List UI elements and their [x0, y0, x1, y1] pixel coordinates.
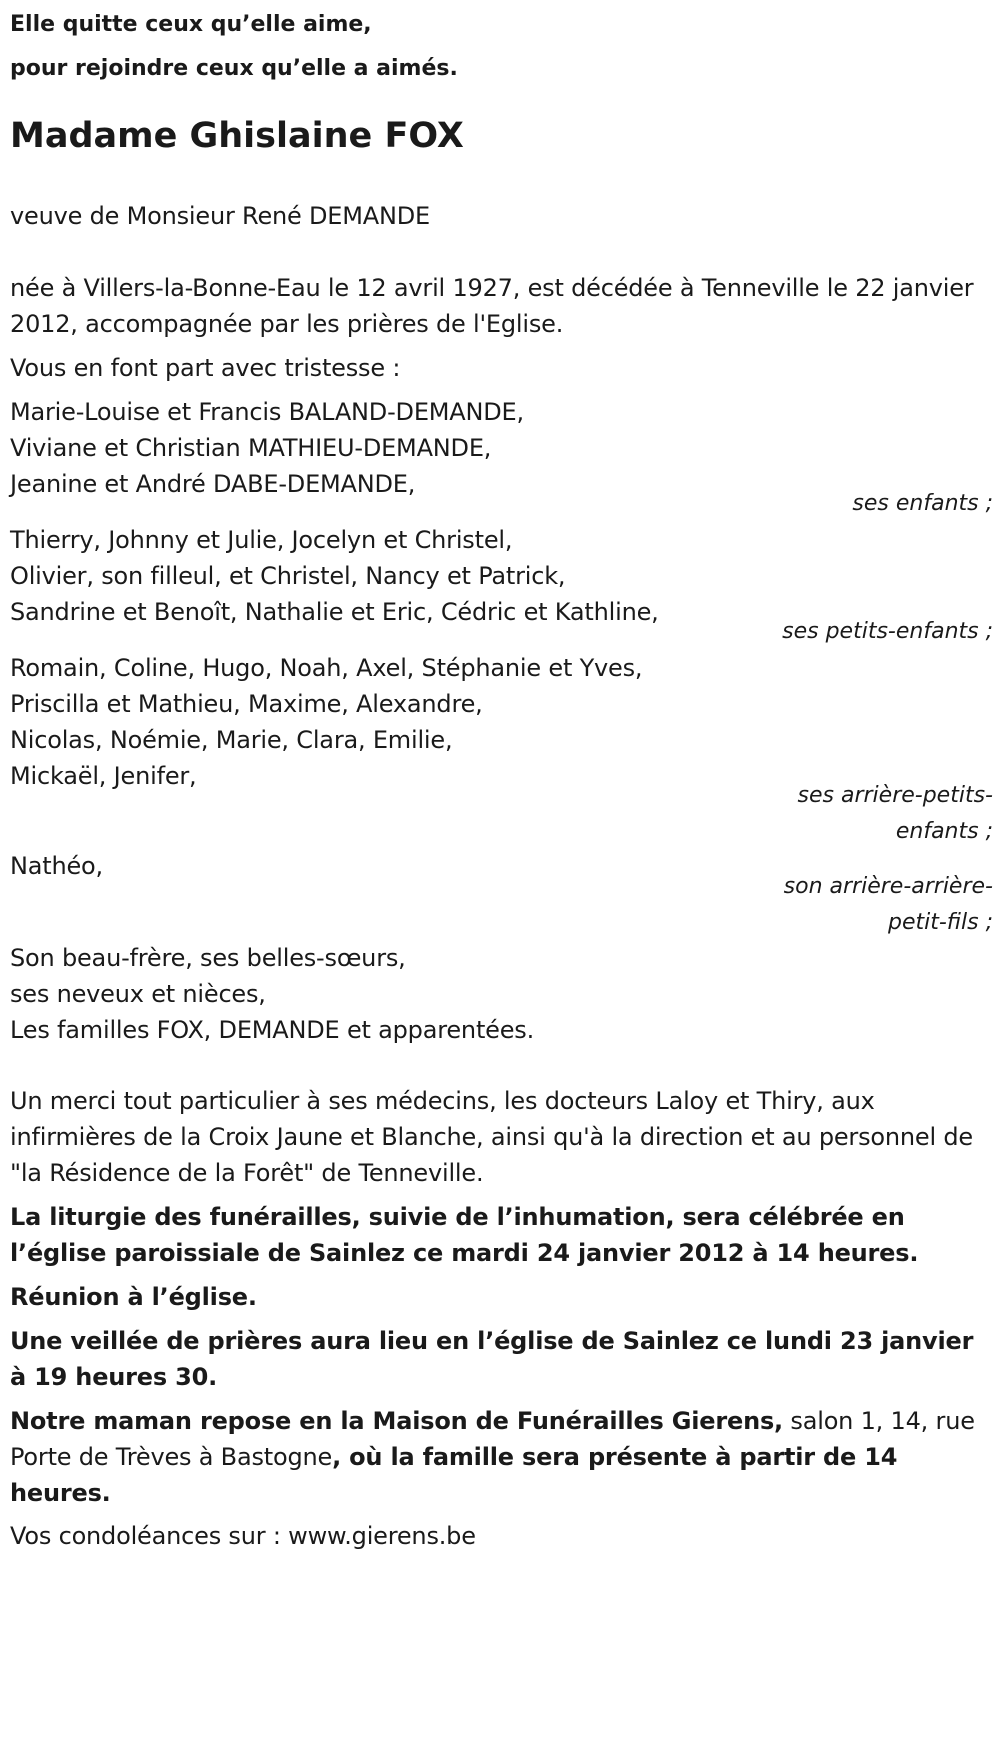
relation-line-2: enfants ; [895, 819, 993, 844]
relation-line-2: petit-fils ; [888, 910, 993, 935]
thanks-paragraph: Un merci tout particulier à ses médecins, les docteurs Laloy et Thiry, aux infirmières de la Croix Jaune et Blanche, ainsi qu'à la direction et au personnel de "la Résidence de la Forêt" de Tenneville. [10, 1087, 973, 1187]
great-great-grandson-relation [733, 869, 993, 941]
list-item: Mickaël, Jenifer, [10, 762, 197, 790]
deceased-name-title: Madame Ghislaine FOX [10, 116, 464, 156]
vigil-paragraph: Une veillée de prières aura lieu en l’église de Sainlez ce lundi 23 janvier à 19 heures 30. [10, 1327, 974, 1391]
epigraph-line-1: Elle quitte ceux qu’elle aime, [10, 12, 372, 37]
repose-part-2: salon 1, 14, rue Porte de Trèves à Bastogne [10, 1407, 975, 1471]
list-item: Sandrine et Benoît, Nathalie et Eric, Cédric et Kathline, [10, 598, 659, 626]
extended-family-list [10, 940, 995, 1048]
widow-of-line: veuve de Monsieur René DEMANDE [10, 202, 430, 230]
list-item: ses neveux et nièces, [10, 980, 266, 1008]
epigraph [10, 3, 458, 91]
announcement-intro: Vous en font part avec tristesse : [10, 354, 401, 382]
children-relation: ses enfants ; [852, 491, 993, 516]
meeting-line: Réunion à l’église. [10, 1283, 257, 1311]
list-item: Les familles FOX, DEMANDE et apparentées. [10, 1016, 535, 1044]
liturgy-paragraph: La liturgie des funérailles, suivie de l’inhumation, sera célébrée en l’église paroissiale de Sainlez ce mardi 24 janvier 2012 à 14 heures. [10, 1203, 919, 1267]
relation-line-1: ses arrière-petits- [797, 783, 993, 808]
list-item: Priscilla et Mathieu, Maxime, Alexandre, [10, 690, 483, 718]
list-item: Son beau-frère, ses belles-sœurs, [10, 944, 406, 972]
relation-line-1: son arrière-arrière- [783, 874, 993, 899]
list-item: Marie-Louise et Francis BALAND-DEMANDE, [10, 398, 524, 426]
condolences-line: Vos condoléances sur : www.gierens.be [10, 1522, 476, 1550]
repose-part-1: Notre maman repose en la Maison de Funérailles Gierens, [10, 1407, 783, 1435]
list-item: Jeanine et André DABE-DEMANDE, [10, 470, 416, 498]
list-item: Viviane et Christian MATHIEU-DEMANDE, [10, 434, 492, 462]
list-item: Nathéo, [10, 852, 103, 880]
repose-paragraph [10, 1403, 995, 1511]
grandchildren-relation: ses petits-enfants ; [782, 619, 993, 644]
list-item: Nicolas, Noémie, Marie, Clara, Emilie, [10, 726, 453, 754]
epigraph-line-2: pour rejoindre ceux qu’elle a aimés. [10, 56, 458, 81]
birth-death-paragraph: née à Villers-la-Bonne-Eau le 12 avril 1927, est décédée à Tenneville le 22 janvier 2012, accompagnée par les prières de l'Eglise. [10, 274, 974, 338]
list-item: Romain, Coline, Hugo, Noah, Axel, Stéphanie et Yves, [10, 654, 643, 682]
great-grandchildren-list [10, 650, 995, 794]
list-item: Olivier, son filleul, et Christel, Nancy et Patrick, [10, 562, 566, 590]
great-grandchildren-relation [733, 778, 993, 850]
list-item: Thierry, Johnny et Julie, Jocelyn et Christel, [10, 526, 513, 554]
repose-part-3: , où la famille sera présente à partir de 14 heures. [10, 1443, 898, 1507]
